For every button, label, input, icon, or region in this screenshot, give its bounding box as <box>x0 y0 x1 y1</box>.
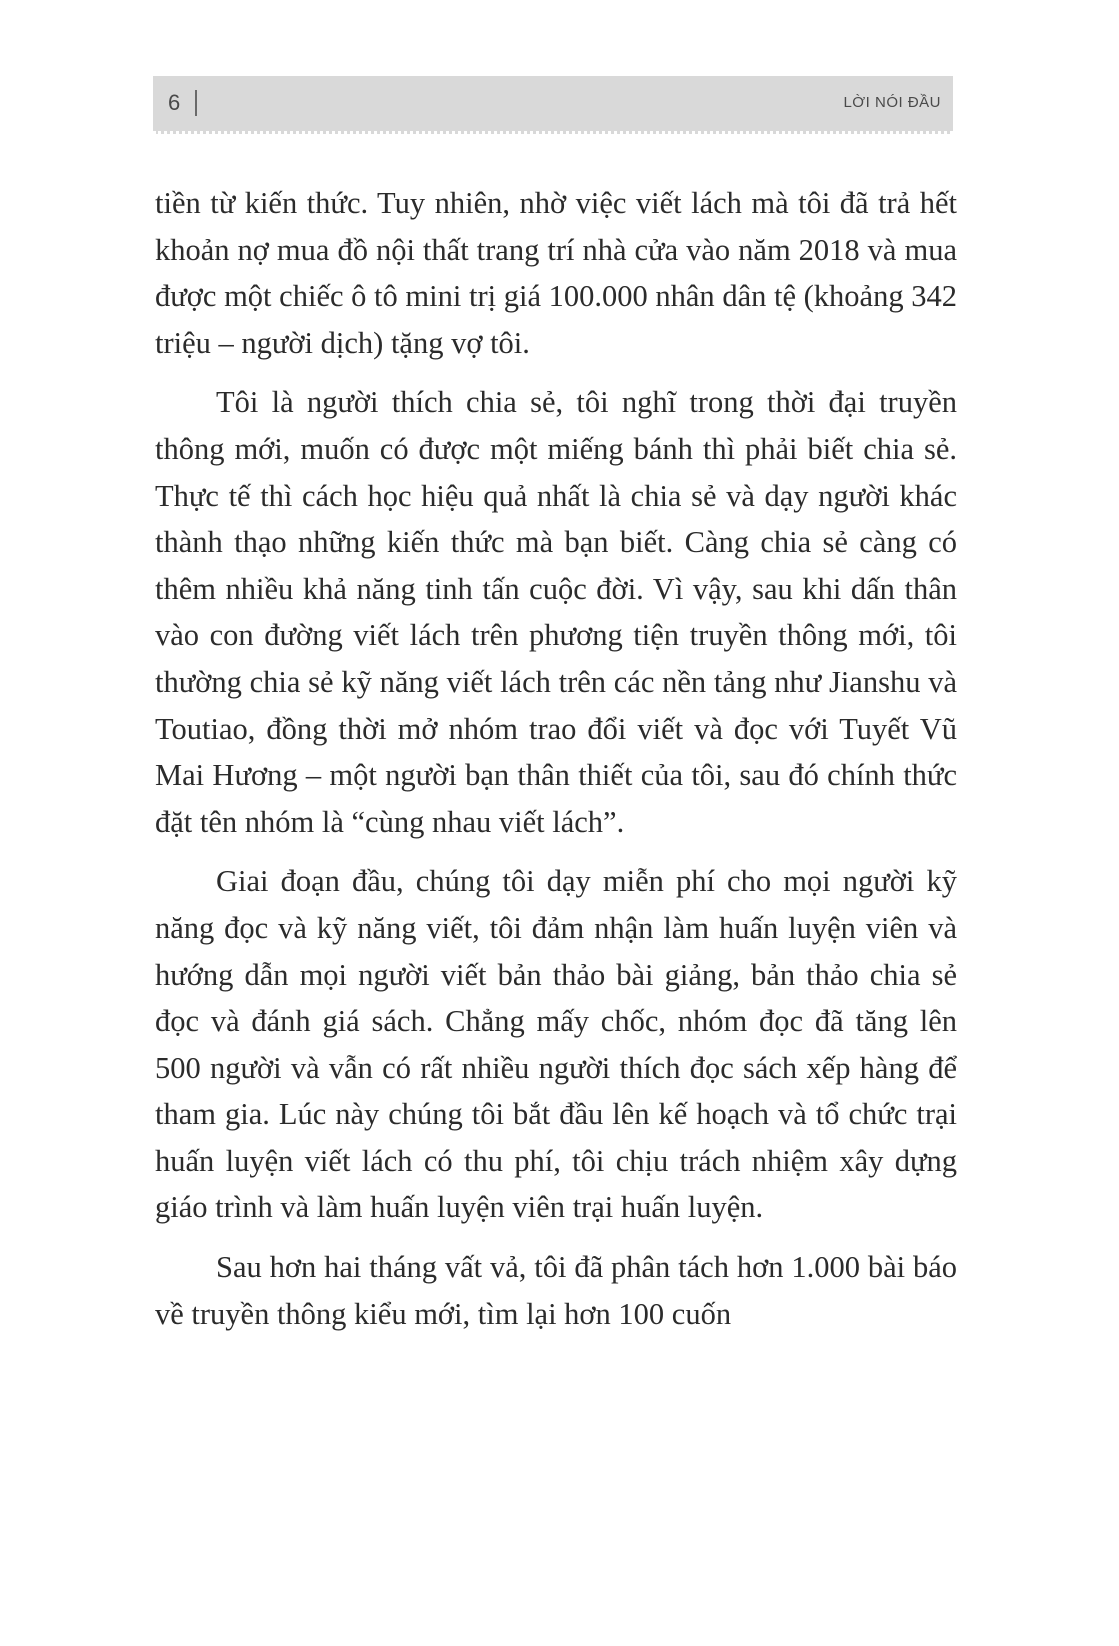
running-header <box>153 76 953 134</box>
page-number: 6 <box>168 90 181 115</box>
header-divider <box>195 90 197 116</box>
paragraph: Sau hơn hai tháng vất vả, tôi đã phân tách hơn 1.000 bài báo về truyền thông kiểu mới, tìm lại hơn 100 cuốn <box>155 1250 957 1331</box>
paragraph-continued: tiền từ kiến thức. Tuy nhiên, nhờ việc viết lách mà tôi đã trả hết khoản nợ mua đồ nội thất trang trí nhà cửa vào năm 2018 và mua được một chiếc ô tô mini trị giá 100.000 nhân dân tệ (khoảng 342 triệu – người dịch) tặng vợ tôi. <box>155 186 957 360</box>
body-text <box>155 180 957 1350</box>
chapter-title: LỜI NÓI ĐẦU <box>843 94 941 111</box>
paragraph: Tôi là người thích chia sẻ, tôi nghĩ trong thời đại truyền thông mới, muốn có được một miếng bánh thì phải biết chia sẻ. Thực tế thì cách học hiệu quả nhất là chia sẻ và dạy người khác thành thạo những kiến thức mà bạn biết. Càng chia sẻ càng có thêm nhiều khả năng tinh tấn cuộc đời. Vì vậy, sau khi dấn thân vào con đường viết lách trên phương tiện truyền thông mới, tôi thường chia sẻ kỹ năng viết lách trên các nền tảng như Jianshu và Toutiao, đồng thời mở nhóm trao đổi viết và đọc với Tuyết Vũ Mai Hương – một người bạn thân thiết của tôi, sau đó chính thức đặt tên nhóm là “cùng nhau viết lách”. <box>155 385 957 839</box>
paragraph: Giai đoạn đầu, chúng tôi dạy miễn phí cho mọi người kỹ năng đọc và kỹ năng viết, tôi đảm nhận làm huấn luyện viên và hướng dẫn mọi người viết bản thảo bài giảng, bản thảo chia sẻ đọc và đánh giá sách. Chẳng mấy chốc, nhóm đọc đã tăng lên 500 người và vẫn có rất nhiều người thích đọc sách xếp hàng để tham gia. Lúc này chúng tôi bắt đầu lên kế hoạch và tổ chức trại huấn luyện viết lách có thu phí, tôi chịu trách nhiệm xây dựng giáo trình và làm huấn luyện viên trại huấn luyện. <box>155 864 957 1225</box>
